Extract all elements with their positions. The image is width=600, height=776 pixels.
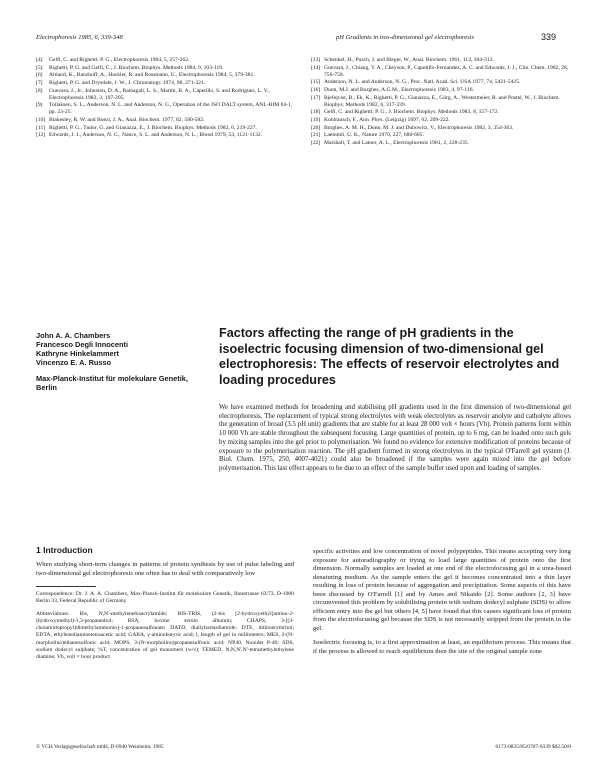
reference-text: Dunn, M.J. and Burghes, A.G.M., Electrophoresis 1983, 4, 97-116. <box>324 87 474 94</box>
abstract: We have examined methods for broadening and stabilising pH gradients used in the first dimension of two-dimensional gel electrophoresis. The replacement of typical strong electrolytes with weak electrolytes as reservoir anolyte and catholyte allows the generation of broad (3.5 pH unit) gradients that are stable for at least 28 000 volt × hours (Vh). Protein patterns form within 10 000 Vh are stable throughout the subsequent focusing. Large quantities of protein, up to 6 mg, can be loaded onto such gels by mixing samples into the gel prior to polymerisation. We found no evidence for extensive modification of proteins because of exposure to the polymerisation reaction. The pH gradient formed in strong electrolytes in the typical O'Farrell gel system (J. Biol. Chem. 1975, 250, 4007-4021) could also be broadened if the samples were again mixed into the gel before polymerisation. This last effect appears to be due to an effect of the sample buffer used upon and loading of samples. <box>219 404 571 472</box>
author-name: Kathryne Hinkelammert <box>36 349 119 358</box>
reference-text: Guevara, J., Jr., Johnston, D. A., Ramagali, L. S., Martin, B. A., Capetillo, S. and Rodriguez, L. V., Electrophoresis 1982, 3, 197-205. <box>49 87 270 101</box>
left-column <box>36 545 294 661</box>
intro-paragraph: When studying short-term changes in patterns of protein synthesis by use of pulse labeling and two-dimensional gel electrophoresis one often has to deal with comparatively low <box>36 561 294 577</box>
reference-item <box>36 72 298 79</box>
reference-item <box>311 65 573 79</box>
reference-number: [11] <box>36 124 46 131</box>
reference-number: [17] <box>311 94 321 101</box>
section-heading: 1 Introduction <box>36 545 93 555</box>
reference-item <box>311 57 573 64</box>
reference-number: [16] <box>311 87 321 94</box>
reference-number: [13] <box>311 57 321 63</box>
reference-item <box>311 117 573 124</box>
reference-text: Bjellqvist, B., Ek, K., Righetti, P. G., Gianazza, E., Görg, A., Westermeier, R. and Postel, W., J. Biochem. Biophys. Methods 1982, 6, 317-339. <box>324 94 560 108</box>
reference-number: [6] <box>36 72 43 79</box>
reference-item <box>311 87 573 94</box>
reference-number: [12] <box>36 132 46 139</box>
body-paragraph: Isoelectric focusing is, to a first approximation at least, an equilibrium process. This means that if the process is allowed to reach equilibrium then the site of the original sample zone <box>313 639 571 655</box>
reference-text: Righetti, P. G. and Gelfi, C., J. Biochem. Biophys. Methods 1984, 9, 103-119. <box>49 64 224 71</box>
reference-text: Burghes, A. M. H., Dunn, M. J. and Dubowitz, V., Electrophoresis 1982, 3, 354-363. <box>324 124 514 131</box>
journal-citation: Electrophoresis 1985, 6, 339-348 <box>36 34 123 41</box>
price-code: 0173-0835/85/0707-0339 $02.50/0 <box>495 744 571 750</box>
reference-text: Righetti, P. G., Tudor, G. and Gianazza, E., J. Biochem. Biophys. Methods 1982, 6, 219-227. <box>49 124 257 131</box>
footnote-rule <box>36 586 96 587</box>
reference-item <box>311 79 573 86</box>
author-name: Vincenzo E. A. Russo <box>36 358 112 367</box>
reference-text: Gelfi, C. and Righetti, P. G., Electrophoresis 1984, 5, 257-262. <box>49 57 190 63</box>
reference-number: [20] <box>311 124 321 131</box>
author-name: John A. A. Chambers <box>36 331 111 340</box>
affiliation: Max-Planck-Institut für molekulare Genetik, Berlin <box>36 374 188 392</box>
reference-text: Kohlrausch, F., Ann. Phys. (Leipzig) 1897, 62, 209-222. <box>324 117 450 124</box>
reference-text: Righetti, P. G. and Drysdale, J. W., J. Chromatogr. 1974, 98, 271-321. <box>49 80 206 87</box>
article-title: Factors affecting the range of pH gradients in the isoelectric focusing dimension of two-dimensional gel electrophoresis: The effects of reservoir electrolytes and loading procedures <box>219 326 560 388</box>
reference-number: [7] <box>36 80 43 87</box>
reference-item <box>311 109 573 116</box>
author-block <box>36 331 206 392</box>
reference-number: [19] <box>311 117 321 124</box>
body-paragraph: specific activities and low concentration of novel polypeptides. This means accepting very long exposure for autoradiography or trying to load large quantities of protein onto the first dimension. Normally samples are loaded at one end of the electrofocusing gel in a urea-based denaturing medium. As the sample enters the gel it becomes concentrated into a thin layer resulting in loss of protein because of aggregation and precipitation. Some aspects of this have been discussed by O'Farrell [1] and by Ames and Nikaido [2]. Some authors [2, 3] have circumvented this problem by solubilising protein with sodium dodecyl sulphate (SDS) to allow efficient entry into the gel but others [4, 5] have found that this causes significant loss of protein from the electrofocusing gel because the SDS is not necessarily stripped from the protein in the gel. <box>313 548 571 632</box>
reference-text: Anderson, N. L. and Anderson, N. G., Proc. Natl. Acad. Sci. USA 1977, 74, 5421-5425. <box>324 79 521 86</box>
reference-item <box>311 140 573 147</box>
reference-text: Altland, K., Banzhoff, A., Hackler, R. and Rossmann, U., Electrophoresis 1984, 5, 379-381. <box>49 72 255 79</box>
reference-item <box>36 57 298 64</box>
reference-item <box>311 125 573 132</box>
reference-item <box>36 117 298 124</box>
reference-number: [5] <box>36 64 43 71</box>
reference-text: Gelfi, C. and Righetti, P. G., J. Biochem. Biophys. Methods 1983, 8, 157-172. <box>324 109 499 116</box>
running-title: pH Gradients in two-dimensional gel electrophoresis <box>336 34 474 41</box>
reference-number: [9] <box>36 102 43 109</box>
reference-item <box>36 132 298 139</box>
references-left-column <box>36 57 298 140</box>
reference-text: Laemmli, U. K., Nature 1970, 227, 680-685. <box>324 132 424 139</box>
reference-item <box>36 102 298 116</box>
reference-item <box>36 65 298 72</box>
reference-text: Guevara, J., Chiang, Y. A., Cheyson, P., Capetillo-Fernandez, A. C. and Edwards, J. J., Clin. Chem. 1982, 28, 756-758. <box>324 64 569 78</box>
references-right-column <box>311 57 573 148</box>
reference-number: [21] <box>311 132 321 139</box>
page-number: 339 <box>540 32 556 42</box>
reference-text: Schenkel, H., Pusch, J. and Bleger, W., Anal. Biochem. 1961, 112, 304-313. <box>324 57 494 63</box>
reference-item <box>36 88 298 102</box>
copyright-line: © VCH Verlagsgesellschaft mbH, D-6940 Weinheim, 1985 <box>36 744 164 750</box>
reference-text: Blakesley, R. W. and Boezi, J. A., Anal. Biochem. 1977, 82, 580-582. <box>49 117 205 124</box>
reference-text: Marshall, T. and Latner, A. L., Electrophoresis 1981, 2, 228-235. <box>324 140 469 147</box>
reference-item <box>311 132 573 139</box>
correspondence-note: Correspondence: Dr. J. A. A. Chambers, Max-Planck-Institut für molekulare Genetik, Ihnestrasse 63/73, D-1000 Berlin 33, Federal Republic of Germany <box>36 591 294 605</box>
reference-text: Tollaksen, S. L., Anderson, N. L. and Anderson, N. G., Operation of the ISO DALT system, ANL-BIM 84-1, pp. 23-25. <box>49 102 293 116</box>
author-name: Francesco Degli Innocenti <box>36 340 128 349</box>
reference-item <box>36 80 298 87</box>
reference-number: [14] <box>311 64 321 71</box>
right-column <box>313 548 571 656</box>
reference-number: [10] <box>36 117 46 124</box>
reference-number: [4] <box>36 57 43 63</box>
reference-item <box>36 125 298 132</box>
reference-number: [22] <box>311 140 321 147</box>
reference-text: Edwards, J. J., Anderson, N. G., Nance, S. L. and Anderson, N. L., Blood 1979, 53, 1121-1132. <box>49 132 263 139</box>
running-header <box>36 34 556 48</box>
reference-number: [18] <box>311 109 321 116</box>
abbreviations-note: Abbreviations: Bis, N,N'-methylenebisacrylamide; BIS-TRIS, (2-bis [2-hydroxyethyl]amino-2-(hydroxymethyl)-1,3-propanediol; BSA, bovine serum albumin; CHAPS, 3-[(3-cholamidopropyl)dimethylammonio]-1-propanesulfonate; DATD, diallyltartardiamide; DTE, dithioerythritol; EDTA, ethylenediaminetetraacetic acid; GABA, γ-aminobutyric acid; l, length of gel in millimeters; MES, 2-(N-morpholino)ethanesulfonic acid; MOPS, 3-(N-morpholino)propanesulfonic acid; NP40, Nonidet P-40; SDS, sodium dodecyl sulphate; %T, concentration of gel monomers (w/v); TEMED, N,N,N',N'-tetramethylethylene diamine; Vh, volt × hour product <box>36 611 294 660</box>
reference-item <box>311 95 573 109</box>
reference-number: [15] <box>311 79 321 86</box>
reference-number: [8] <box>36 87 43 94</box>
